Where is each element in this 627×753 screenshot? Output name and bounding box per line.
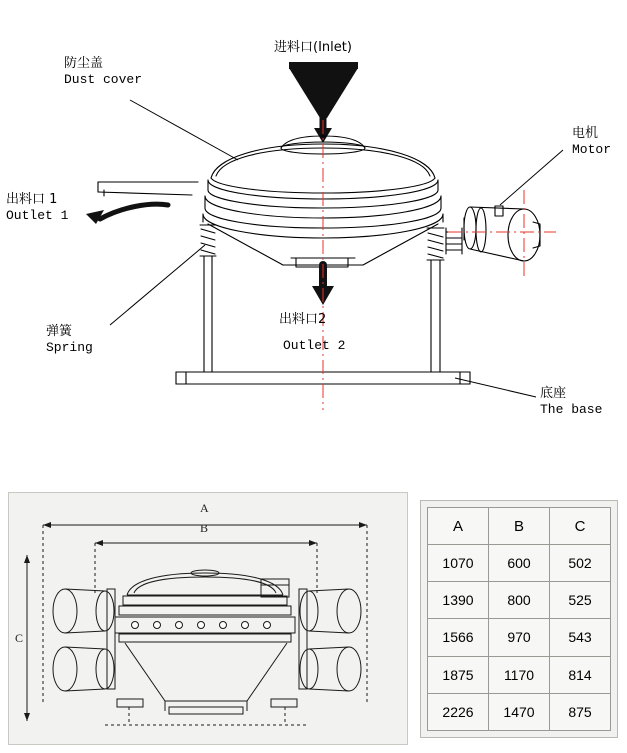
dimension-drawing	[8, 492, 408, 745]
table-cell-c: 502	[550, 545, 611, 582]
label-spring-cn: 弹簧	[46, 324, 73, 339]
table-row	[428, 693, 611, 730]
table-header-b: B	[489, 508, 550, 545]
table-header-a: A	[428, 508, 489, 545]
motor-right-view	[299, 589, 361, 691]
dim-label-c: C	[15, 631, 24, 645]
label-spring	[46, 324, 93, 356]
label-base	[540, 386, 602, 418]
spring-right	[427, 228, 444, 372]
label-spring-en: Spring	[46, 339, 93, 355]
table-row	[428, 619, 611, 656]
table-cell-b: 800	[489, 582, 550, 619]
dimensions-panel	[8, 492, 620, 745]
label-outlet1-cn: 出料口 1	[6, 192, 58, 207]
table-cell-a: 1875	[428, 656, 489, 693]
table-row	[428, 656, 611, 693]
label-base-cn: 底座	[540, 386, 567, 401]
label-outlet2-en: Outlet 2	[283, 337, 346, 353]
table-cell-b: 1170	[489, 656, 550, 693]
motor-left-view	[53, 589, 115, 691]
table-row	[428, 545, 611, 582]
label-outlet1-en: Outlet 1	[6, 207, 69, 223]
table-cell-c: 525	[550, 582, 611, 619]
dim-label-b: B	[200, 521, 209, 535]
table-cell-b: 970	[489, 619, 550, 656]
inlet-flange	[289, 62, 358, 69]
table-cell-a: 1390	[428, 582, 489, 619]
label-motor-en: Motor	[572, 141, 612, 157]
table-cell-a: 1070	[428, 545, 489, 582]
label-outlet2	[279, 312, 345, 354]
label-outlet2-cn: 出料口2	[279, 312, 327, 327]
leader-base	[455, 378, 536, 397]
label-base-en: The base	[540, 401, 603, 417]
label-inlet-text: 进料口(Inlet)	[274, 40, 352, 55]
table-cell-c: 875	[550, 693, 611, 730]
table-row	[428, 582, 611, 619]
table-cell-b: 600	[489, 545, 550, 582]
leader-spring	[110, 245, 205, 325]
label-outlet1	[6, 192, 68, 224]
label-motor-cn: 电机	[572, 126, 599, 141]
table-cell-b: 1470	[489, 693, 550, 730]
label-motor	[572, 126, 611, 158]
table-header-c: C	[550, 508, 611, 545]
dim-label-a: A	[200, 501, 209, 515]
dimension-table-container	[420, 500, 618, 738]
label-dust-cover-cn: 防尘盖	[64, 56, 104, 71]
table-cell-a: 2226	[428, 693, 489, 730]
label-inlet	[274, 40, 352, 56]
table-cell-c: 814	[550, 656, 611, 693]
label-dust-cover-en: Dust cover	[64, 71, 143, 87]
label-dust-cover	[64, 56, 142, 88]
table-cell-c: 543	[550, 619, 611, 656]
motor-assembly	[464, 206, 540, 261]
leader-motor	[500, 150, 563, 205]
table-header-row	[428, 508, 611, 545]
dimension-table	[427, 507, 611, 731]
table-cell-a: 1566	[428, 619, 489, 656]
leader-dust-cover	[130, 100, 238, 160]
